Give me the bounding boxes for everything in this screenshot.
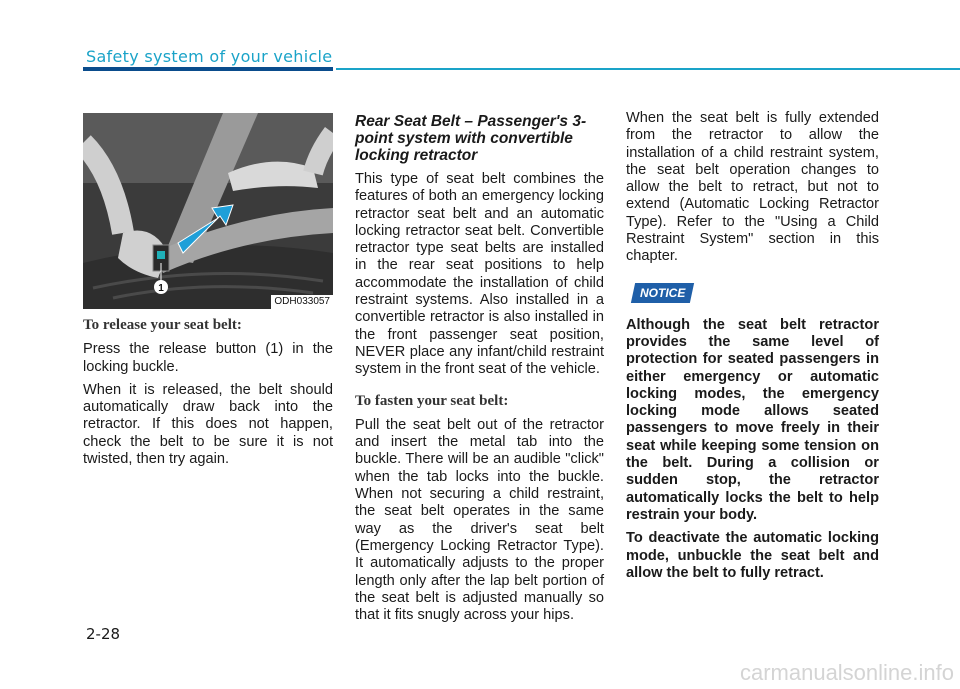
- section-header: Safety system of your vehicle: [86, 47, 333, 66]
- fasten-paragraph: Pull the seat belt out of the retractor and insert the metal tab into the buckle. There will be an audible "click" when the tab locks into the buckle. When not securing a child restraint, the seat belt operates in the same way as the driver's seat belt (Emergency Locking Retractor Type). It automatically adjusts to the proper length only after the lap belt portion of the seat belt is adjusted manually so that it fits snugly across your hips.: [355, 416, 604, 624]
- seat-belt-illustration: [83, 113, 333, 309]
- retractor-paragraph: When the seat belt is fully extended from the retractor to allow the installation of a child restraint system, the seat belt operation changes to allow the belt to retract, but not to extend (Automatic Locking Retractor Type). Refer to the "Using a Child Restraint System" section in this chapter.: [626, 110, 879, 265]
- notice-label: NOTICE: [640, 285, 686, 300]
- release-paragraph-1: Press the release button (1) in the locking buckle.: [83, 341, 333, 375]
- notice-paragraph-2: To deactivate the automatic locking mode, unbuckle the seat belt and allow the belt to fully retract.: [626, 530, 879, 581]
- watermark: carmanualsonline.info: [739, 660, 954, 685]
- notice-badge: [631, 283, 695, 303]
- release-paragraph-2: When it is released, the belt should automatically draw back into the retractor. If this does not happen, check the belt to be sure it is not twisted, then try again.: [83, 381, 333, 468]
- rear-seat-belt-paragraph: This type of seat belt combines the features of both an emergency locking retractor seat belt and an automatic locking retractor seat belt. Convertible retractor type seat belts are installed in the rear seat positions to help accommodate the installation of child restraint systems. Also installed in a convertible retractor is also installed in the front passenger seat position, NEVER place any infant/child restraint system in the front seat of the vehicle.: [355, 171, 604, 378]
- header-bar-dark: [83, 67, 333, 71]
- page-number: 2-28: [86, 625, 121, 643]
- callout-number: 1: [158, 283, 164, 294]
- header-rule: [336, 68, 960, 70]
- notice-body: [626, 317, 879, 582]
- release-subhead: To release your seat belt:: [83, 317, 242, 333]
- column-right: [626, 110, 879, 588]
- column-left: [83, 113, 333, 474]
- seat-belt-photo: [83, 113, 333, 309]
- figure-code: ODH033057: [271, 295, 333, 309]
- rear-seat-belt-title: Rear Seat Belt – Passenger's 3-point system with convertible locking retractor: [355, 113, 587, 164]
- notice-paragraph-1: Although the seat belt retractor provides the same level of protection for seated passengers in either emergency or automatic locking modes, the emergency locking mode allows seated passengers to move freely in their seat while keeping some tension on the belt. During a collision or sudden stop, the retractor automatically locks the belt to help restrain your body.: [626, 316, 879, 523]
- column-middle: [355, 113, 604, 630]
- fasten-subhead: To fasten your seat belt:: [355, 392, 509, 409]
